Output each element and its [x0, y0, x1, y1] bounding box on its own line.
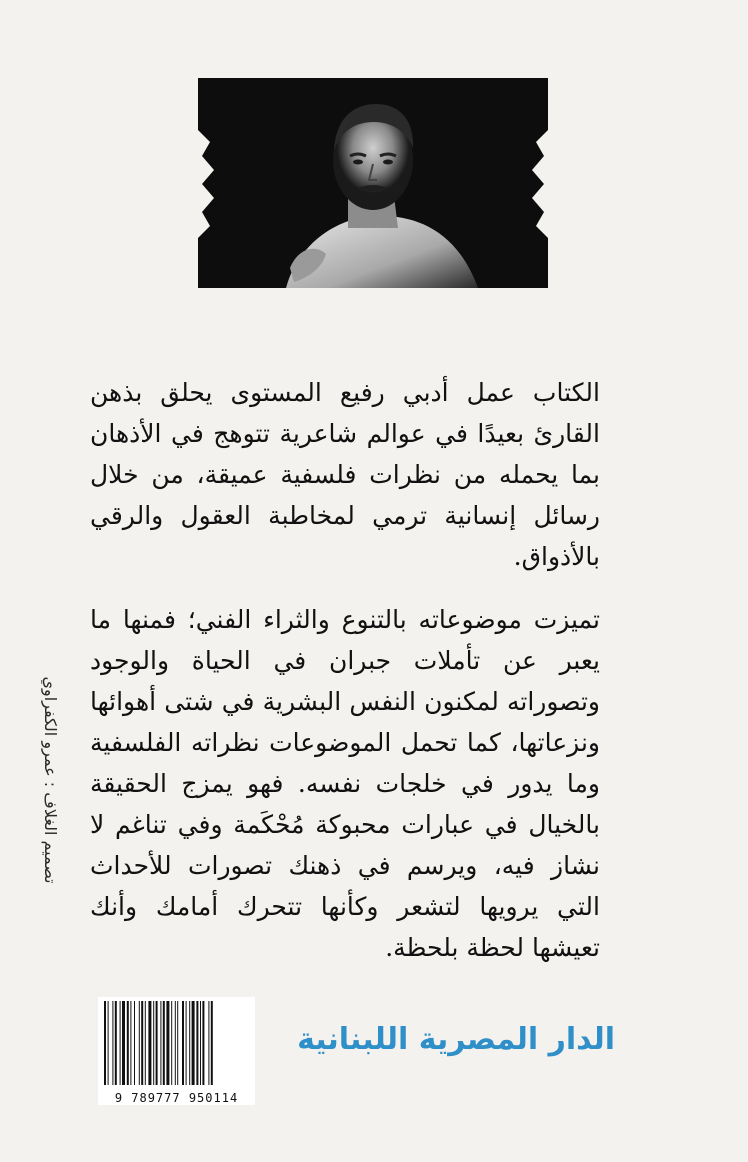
- publisher-logo: الدار المصرية اللبنانية: [297, 1022, 615, 1057]
- description-paragraph-2: تميزت موضوعاته بالتنوع والثراء الفني؛ فمنها ما يعبر عن تأملات جبران في الحياة والوجود وتصوراته لمكنون النفس البشرية في شتى أهوائها ونزعاتها، كما تحمل الموضوعات نظراته الفلسفية وما يدور في خلجات نفسه. فهو يمزج الحقيقة بالخيال في عبارات محبوكة مُحْكَمة وفي تناغم لا نشاز فيه، ويرسم في ذهنك تصورات للأحداث التي يرويها لتشعر وكأنها تتحرك أمامك وأنك تعيشها لحظة بلحظة.: [90, 605, 600, 962]
- description-paragraph-1: الكتاب عمل أدبي رفيع المستوى يحلق بذهن القارئ بعيدًا في عوالم شاعرية تتوهج في الأذهان بما يحمله من نظرات فلسفية عميقة، من خلال رسائل إنسانية ترمي لمخاطبة العقول والرقي بالأذواق.: [90, 378, 600, 571]
- isbn-barcode: [98, 997, 255, 1105]
- isbn-number: 9 789777 950114: [114, 1091, 239, 1105]
- cover-designer-credit: تصميم الغلاف : عمرو الكفراوي: [41, 676, 60, 884]
- author-portrait: [198, 78, 548, 288]
- barcode-bars: [98, 997, 255, 1089]
